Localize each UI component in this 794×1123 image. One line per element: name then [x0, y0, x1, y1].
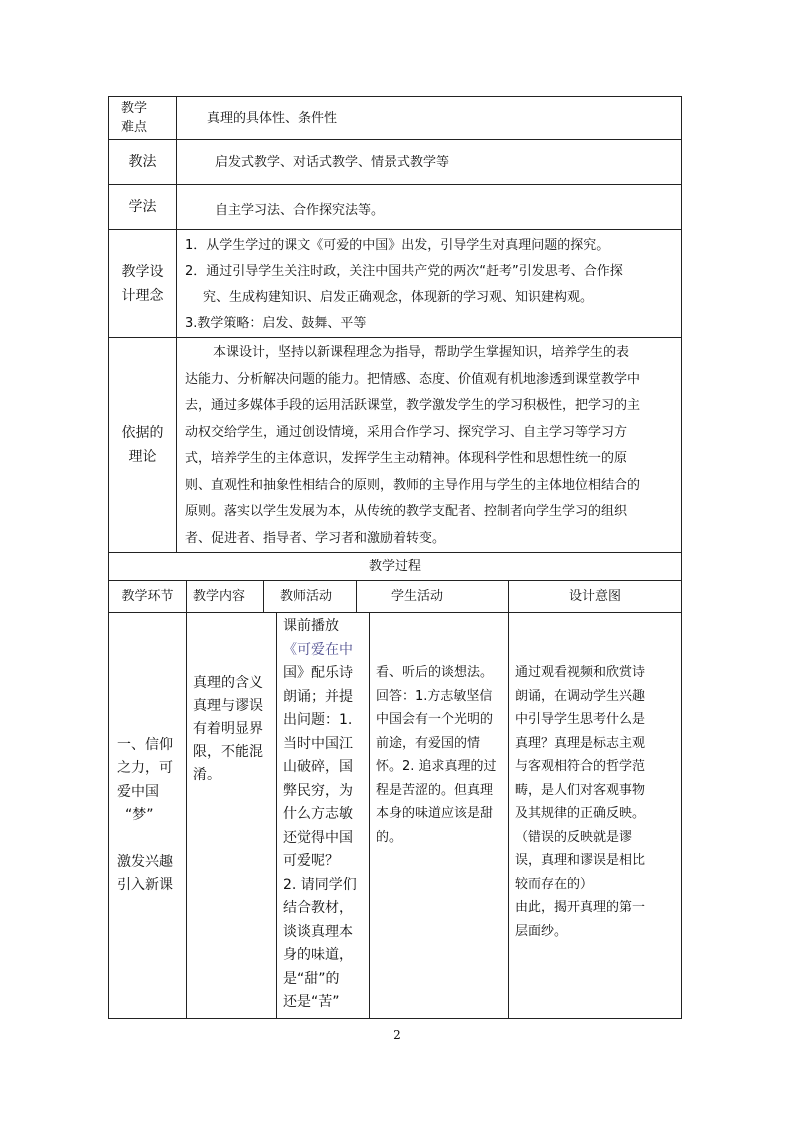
study-row [109, 185, 682, 230]
process-title-text: 教学过程 [369, 559, 422, 574]
theory-label-line1: 依据的 [121, 425, 164, 441]
intent-line-10: 较而存在的） [515, 876, 594, 892]
concept-content [177, 230, 682, 338]
concept-label-line2: 计理念 [121, 287, 164, 304]
teacher-line-11: 可爱呢？ [283, 853, 339, 869]
teacher-line-16: 是“甜”的 [283, 970, 340, 987]
theory-line-6: 则、直观性和抽象性相结合的原则，教师的主导作用与学生的主体地位相结合的 [185, 477, 641, 493]
student-line-3: 中国会有一个光明的 [376, 712, 494, 727]
intent-line-9: 误，真理和谬误是相比 [515, 853, 646, 868]
header-teacher [264, 581, 357, 613]
student-line-6: 程是苦涩的。但真理 [376, 782, 494, 798]
content-line-4: 限，不能混 [193, 744, 263, 760]
teacher-line-14: 谈谈真理本 [283, 923, 353, 940]
method-label [109, 140, 177, 185]
theory-line-3: 去，通过多媒体手段的运用活跃课堂，教学激发学生的学习积极性，把学习的主 [185, 398, 641, 413]
teacher-line-13: 结合教材， [283, 900, 353, 916]
teacher-cell [277, 613, 370, 1019]
teacher-line-10: 还觉得中国 [283, 829, 353, 846]
header-teacher-text: 教师活动 [280, 589, 333, 604]
student-line-4: 前途，有爱国的情 [376, 735, 481, 751]
content-cell [187, 613, 277, 1019]
student-line-1: 看、听后的谈想法。 [376, 665, 494, 680]
teacher-line-4: 朗诵；并提 [283, 688, 353, 705]
page-number: 2 [393, 1028, 401, 1042]
study-label-text: 学法 [128, 199, 157, 215]
theory-line-2: 达能力、分析解决问题的能力。把情感、态度、价值观有机地渗透到课堂教学中 [185, 371, 641, 387]
lesson-plan-table [108, 96, 682, 1019]
intent-line-7: 及其规律的正确反映。 [515, 806, 646, 821]
header-intent [509, 581, 682, 613]
theory-row [109, 338, 682, 553]
theory-line-1: 本课设计，坚持以新课程理念为指导，帮助学生掌握知识，培养学生的表 [213, 345, 630, 360]
difficulty-text: 真理的具体性、条件性 [207, 110, 338, 126]
theory-line-4: 动权交给学生，通过创设情境，采用合作学习、探究学习、自主学习等学习方 [185, 424, 628, 440]
concept-item-1: 1．从学生学过的课文《可爱的中国》出发，引导学生对真理问题的探究。 [185, 238, 610, 253]
teacher-line-9: 什么方志敏 [283, 806, 353, 822]
teacher-line-5: 出问题：1. [283, 712, 353, 728]
teacher-line-17: 还是“苦” [283, 994, 340, 1010]
process-header-row [109, 581, 682, 613]
process-title [109, 553, 682, 581]
stage-spacer [117, 828, 178, 851]
stage-line-2: 之力，可 [117, 760, 173, 776]
intent-cell [509, 613, 682, 1019]
student-cell [370, 613, 509, 1019]
concept-label-line1: 教学设 [121, 263, 164, 280]
stage-line-6: 激发兴趣 [117, 853, 173, 870]
student-line-5: 怀。2. 追求真理的过 [376, 759, 497, 774]
intent-line-12: 层面纱。 [515, 923, 568, 939]
header-stage [109, 581, 187, 613]
teacher-line-3: 国》配乐诗 [283, 665, 353, 681]
difficulty-label-line2: 难点 [121, 120, 148, 135]
method-text: 启发式教学、对话式教学、情景式教学等 [215, 154, 450, 170]
stage-line-3: 爱中国 [117, 783, 159, 800]
teacher-line-15: 身的味道， [283, 947, 353, 963]
intent-line-5: 与客观相符合的哲学范 [515, 759, 646, 774]
header-student-text: 学生活动 [391, 589, 444, 604]
process-title-row [109, 553, 682, 581]
concept-item-3: 3.教学策略：启发、鼓舞、平等 [185, 316, 367, 331]
content-line-1: 真理的含义 [193, 675, 263, 691]
study-content [177, 185, 682, 230]
difficulty-content [177, 97, 682, 140]
difficulty-label [109, 97, 177, 140]
content-line-3: 有着明显界 [193, 721, 263, 737]
teacher-line-1: 课前播放 [283, 618, 339, 634]
teacher-line-12: 2. 请同学们 [283, 876, 357, 893]
header-intent-text: 设计意图 [569, 589, 622, 604]
difficulty-label-line1: 教学 [121, 101, 148, 116]
study-label [109, 185, 177, 230]
intent-line-2: 朗诵，在调动学生兴趣 [515, 688, 646, 704]
stage-line-4: “梦” [125, 807, 154, 823]
content-line-2: 真理与谬误 [193, 698, 263, 714]
student-line-7: 本身的味道应该是甜 [376, 806, 494, 821]
theory-line-5: 式，培养学生的主体意识，发挥学生主动精神。体现科学性和思想性统一的原 [185, 451, 628, 466]
teacher-line-8: 弊民穷，为 [283, 782, 353, 799]
theory-line-8: 者、促进者、指导者、学习者和激励着转变。 [185, 530, 446, 546]
theory-line-7: 原则。落实以学生发展为本，从传统的教学支配者、控制者向学生学习的组织 [185, 504, 628, 519]
stage-line-1: 一、信仰 [117, 736, 173, 753]
difficulty-row [109, 97, 682, 140]
intent-line-3: 中引导学生思考什么是 [515, 712, 646, 727]
lesson-plan-sheet [108, 96, 681, 1019]
concept-label [109, 230, 177, 338]
header-stage-text: 教学环节 [121, 589, 174, 604]
teacher-line-2: 《可爱在中 [283, 641, 353, 658]
study-text: 自主学习法、合作探究法等。 [215, 202, 385, 218]
student-line-8: 的。 [376, 829, 403, 845]
teacher-line-7: 山破碎，国 [283, 759, 353, 775]
header-content-text: 教学内容 [193, 589, 246, 604]
theory-label-line2: 理论 [128, 449, 157, 465]
student-line-2: 回答：1.方志敏坚信 [376, 688, 493, 704]
method-row [109, 140, 682, 185]
intent-line-1: 通过观看视频和欣赏诗 [515, 665, 646, 680]
content-line-5: 淆。 [193, 767, 221, 783]
teacher-line-6: 当时中国江 [283, 735, 353, 752]
concept-item-2-cont: 究、生成构建知识、启发正确观念，体现新的学习观、知识建构观。 [203, 290, 594, 305]
header-content [187, 581, 264, 613]
theory-content [177, 338, 682, 553]
stage-line-7: 引入新课 [117, 877, 173, 893]
method-content [177, 140, 682, 185]
intent-line-11: 由此，揭开真理的第一 [515, 900, 646, 915]
process-row [109, 613, 682, 1019]
concept-row [109, 230, 682, 338]
method-label-text: 教法 [128, 154, 157, 170]
stage-cell [109, 613, 187, 1019]
concept-item-2: 2．通过引导学生关注时政，关注中国共产党的两次“赶考”引发思考、合作探 [185, 264, 623, 279]
header-student [357, 581, 509, 613]
intent-line-6: 畴，是人们对客观事物 [515, 782, 646, 798]
theory-label [109, 338, 177, 553]
intent-line-8: （错误的反映就是谬 [515, 829, 633, 845]
intent-line-4: 真理？真理是标志主观 [515, 735, 646, 751]
